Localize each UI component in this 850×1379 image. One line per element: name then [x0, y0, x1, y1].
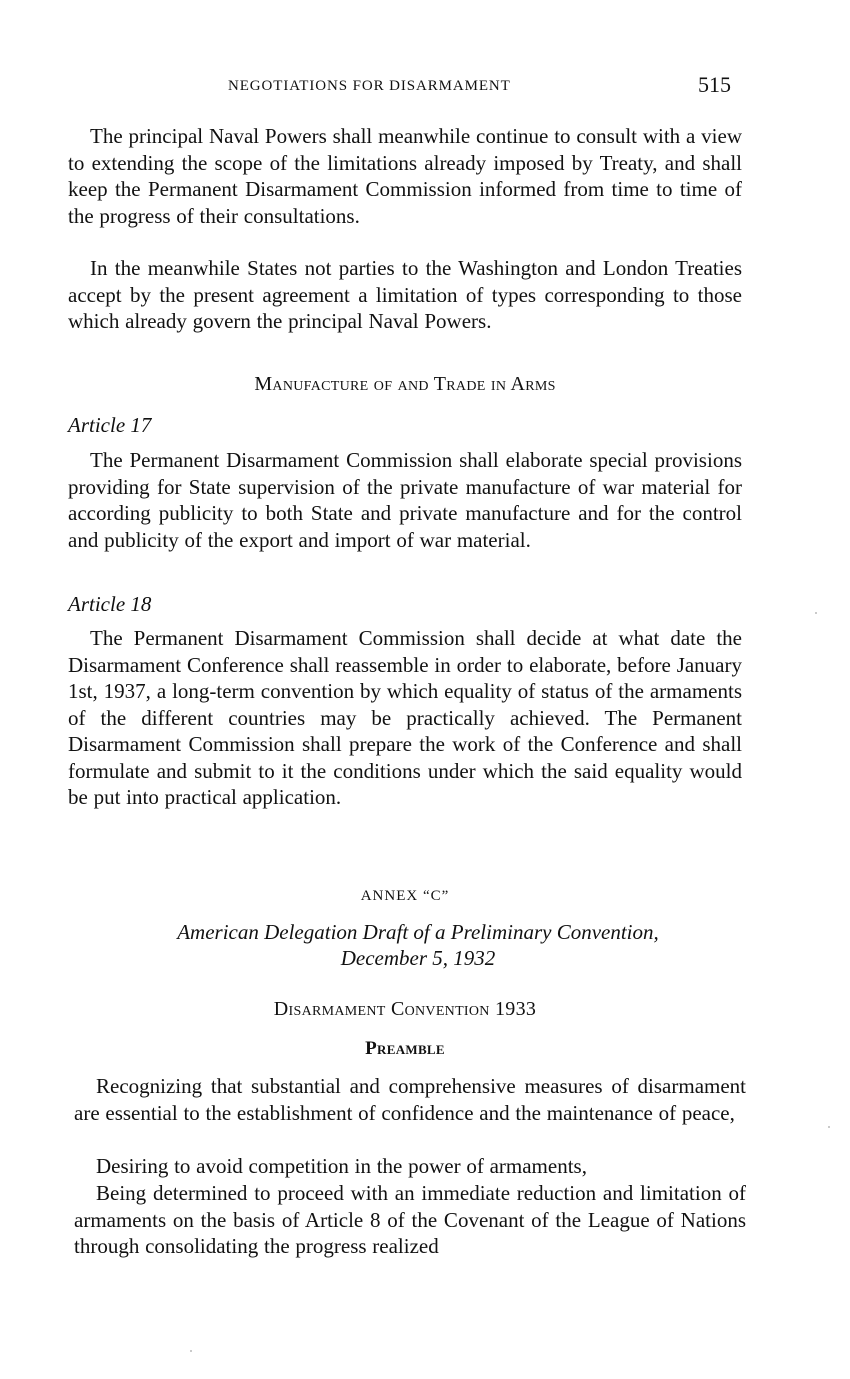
scan-speck [815, 612, 817, 614]
paragraph-states-not-parties: In the meanwhile States not parties to the Washington and London Treaties accept by the present agreement a limitation of types corresponding to those which already govern the principal Naval Powers. [68, 256, 742, 333]
convention-heading: Disarmament Convention 1933 [273, 998, 537, 1020]
article-17-label: Article 17 [68, 413, 152, 437]
preamble-being-determined: Being determined to proceed with an immediate reduction and limitation of armaments on the basis of Article 8 of the Covenant of the League of Nations through consolidating the progress realized [74, 1181, 746, 1258]
preamble-heading: Preamble [365, 1038, 445, 1059]
section-heading-manufacture: Manufacture of and Trade in Arms [254, 373, 556, 395]
running-title: NEGOTIATIONS FOR DISARMAMENT [228, 78, 511, 94]
annex-title-line-1: American Delegation Draft of a Preliminary Convention, [177, 920, 659, 944]
preamble-recognizing: Recognizing that substantial and comprehensive measures of disarmament are essential to the establishment of confidence and the maintenance of peace, [74, 1074, 746, 1125]
page-number: 515 [698, 72, 731, 97]
scan-speck [828, 1126, 830, 1128]
running-head [0, 72, 850, 102]
article-18-label: Article 18 [68, 592, 152, 616]
annex-title-line-2: December 5, 1932 [340, 946, 496, 970]
preamble-desiring: Desiring to avoid competition in the power of armaments, [96, 1154, 587, 1178]
annex-heading: ANNEX “C” [360, 888, 450, 904]
article-17-text: The Permanent Disarmament Commission shall elaborate special provisions providing for State supervision of the private manufacture of war material for according publicity to both State and private manufacture and for the control and publicity of the export and import of war material. [68, 448, 742, 552]
paragraph-naval-consult: The principal Naval Powers shall meanwhile continue to consult with a view to extending the scope of the limitations already imposed by Treaty, and shall keep the Permanent Disarmament Commission informed from time to time of the progress of their consultations. [68, 124, 742, 228]
scan-speck [190, 1350, 192, 1352]
article-18-text: The Permanent Disarmament Commission shall decide at what date the Disarmament Conference shall reassemble in order to elaborate, before January 1st, 1937, a long-term convention by which equality of status of the armaments of the different countries may be practically achieved. The Permanent Disarmament Commission shall prepare the work of the Conference and shall formulate and submit to it the conditions under which the said equality would be put into practical application. [68, 626, 742, 809]
